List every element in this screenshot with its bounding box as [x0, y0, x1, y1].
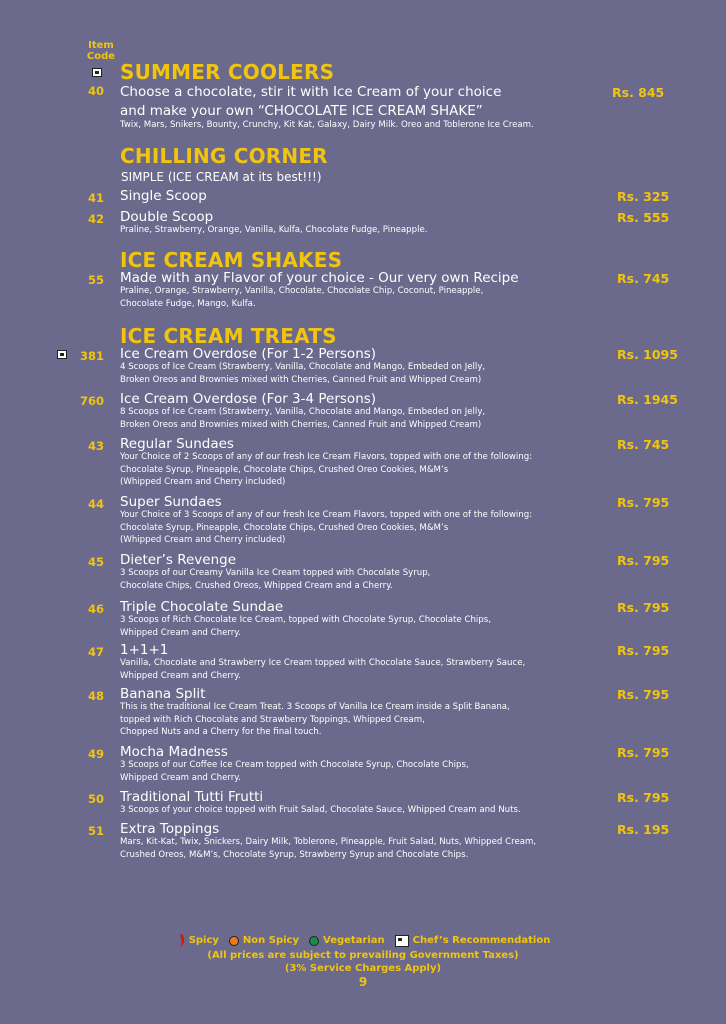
page-number: 9 — [358, 975, 368, 989]
item-code: 50 — [87, 792, 104, 806]
desc-line: Whipped Cream and Cherry. — [120, 670, 241, 681]
desc-line: Chocolate Chips, Crushed Oreos, Whipped Cream and a Cherry. — [120, 580, 393, 591]
desc-line: 3 Scoops of our Coffee Ice Cream topped with Chocolate Syrup, Chocolate Chips, — [120, 760, 469, 770]
legend — [0, 934, 726, 989]
section-subtitle: SIMPLE (ICE CREAM at its best!!!) — [121, 170, 322, 184]
desc-line: 3 Scoops of Rich Chocolate Ice Cream, topped with Chocolate Syrup, Chocolate Chips, — [120, 615, 491, 625]
item-code: 55 — [87, 273, 104, 287]
item-name: Ice Cream Overdose (For 1-2 Persons) — [120, 346, 377, 362]
item-description — [120, 836, 600, 861]
item-description — [120, 657, 600, 682]
desc-line: (Whipped Cream and Cherry included) — [120, 477, 286, 488]
desc-line: 3 Scoops of our Creamy Vanilla Ice Cream topped with Chocolate Syrup, — [120, 568, 431, 578]
legend-non-spicy — [229, 934, 299, 947]
legend-vegetarian — [309, 934, 385, 947]
legend-chef — [395, 934, 551, 947]
desc-line: topped with Rich Chocolate and Strawberry Toppings, Whipped Cream, — [120, 714, 425, 725]
desc-line: 4 Scoops of Ice Cream (Strawberry, Vanilla, Chocolate and Mango, Embeded on Jelly, — [120, 362, 486, 372]
desc-line: Chopped Nuts and a Cherry for the final touch. — [120, 727, 322, 738]
desc-line: 3 Scoops of your choice topped with Fruit Salad, Chocolate Sauce, Whipped Cream and Nuts. — [120, 805, 521, 815]
item-description — [120, 285, 580, 310]
desc-line: Chocolate Syrup, Pineapple, Chocolate Chips, Crushed Oreo Cookies, M&M’s — [120, 464, 449, 475]
item-name: Dieter’s Revenge — [120, 552, 237, 568]
item-price: Rs. 1945 — [617, 392, 678, 407]
item-name: Ice Cream Overdose (For 3-4 Persons) — [120, 391, 377, 407]
item-price: Rs. 795 — [617, 790, 670, 805]
desc-line: Whipped Cream and Cherry. — [120, 772, 241, 783]
desc-line: Chocolate Fudge, Mango, Kulfa. — [120, 298, 256, 309]
item-code: 48 — [87, 689, 104, 703]
item-name: Made with any Flavor of your choice - Our very own Recipe — [120, 270, 519, 286]
item-description — [120, 804, 600, 817]
item-description — [120, 509, 600, 547]
section-title-ice-cream-shakes: ICE CREAM SHAKES — [120, 248, 343, 272]
tax-note: (All prices are subject to prevailing Government Taxes) — [207, 950, 519, 961]
desc-line: Whipped Cream and Cherry. — [120, 627, 241, 638]
green-dot-icon — [309, 936, 319, 946]
item-price: Rs. 1095 — [617, 347, 678, 362]
item-name: Regular Sundaes — [120, 436, 234, 452]
section-title-summer-coolers: SUMMER COOLERS — [120, 60, 335, 84]
item-name: Banana Split — [120, 686, 206, 702]
item-description — [120, 567, 600, 592]
item-code: 45 — [87, 555, 104, 569]
legend-label: Non Spicy — [242, 935, 299, 946]
item-code: 42 — [87, 212, 104, 226]
item-code: 760 — [79, 394, 104, 408]
item-description — [120, 406, 600, 431]
item-description — [120, 701, 600, 739]
item-description — [120, 361, 600, 386]
legend-label: Chef’s Recommendation — [412, 935, 551, 946]
item-name: 1+1+1 — [120, 642, 169, 658]
service-charge-note: (3% Service Charges Apply) — [284, 963, 442, 974]
item-price: Rs. 795 — [617, 687, 670, 702]
desc-line: Your Choice of 2 Scoops of any of our fresh Ice Cream Flavors, topped with one of the following: — [120, 452, 533, 462]
desc-line: Broken Oreos and Brownies mixed with Cherries, Canned Fruit and Whipped Cream) — [120, 419, 482, 430]
item-price: Rs. 795 — [617, 600, 670, 615]
item-price: Rs. 845 — [612, 85, 665, 100]
desc-line: Chocolate Syrup, Pineapple, Chocolate Chips, Crushed Oreo Cookies, M&M’s — [120, 522, 449, 533]
item-name: Double Scoop — [120, 209, 214, 225]
item-code: 44 — [87, 497, 104, 511]
item-name: Mocha Madness — [120, 744, 228, 760]
item-price: Rs. 795 — [617, 553, 670, 568]
item-code: 49 — [87, 747, 104, 761]
item-name-cont: and make your own “CHOCOLATE ICE CREAM SHAKE” — [120, 103, 483, 119]
chef-recommendation-icon — [92, 68, 102, 77]
section-title-chilling-corner: CHILLING CORNER — [120, 144, 328, 168]
item-code-header: Item Code — [86, 40, 116, 62]
item-code: 51 — [87, 824, 104, 838]
desc-line: (Whipped Cream and Cherry included) — [120, 535, 286, 546]
item-description — [120, 451, 600, 489]
item-code: 46 — [87, 602, 104, 616]
chef-hat-icon — [395, 935, 409, 947]
desc-line: Praline, Orange, Strawberry, Vanilla, Chocolate, Chocolate Chip, Coconut, Pineapple, — [120, 286, 484, 296]
item-price: Rs. 745 — [617, 271, 670, 286]
item-name: Traditional Tutti Frutti — [120, 789, 264, 805]
item-code: 43 — [87, 439, 104, 453]
chili-icon — [174, 933, 187, 947]
item-name: Extra Toppings — [120, 821, 220, 837]
item-name: Super Sundaes — [120, 494, 222, 510]
item-code: 40 — [87, 84, 104, 98]
legend-row — [0, 934, 726, 947]
item-price: Rs. 325 — [617, 189, 670, 204]
item-price: Rs. 795 — [617, 643, 670, 658]
desc-line: This is the traditional Ice Cream Treat. 3 Scoops of Vanilla Ice Cream inside a Split Banana, — [120, 702, 510, 712]
item-price: Rs. 195 — [617, 822, 670, 837]
desc-line: 8 Scoops of Ice Cream (Strawberry, Vanilla, Chocolate and Mango, Embeded on Jelly, — [120, 407, 486, 417]
item-price: Rs. 745 — [617, 437, 670, 452]
legend-label: Spicy — [188, 935, 219, 946]
item-price: Rs. 795 — [617, 745, 670, 760]
legend-spicy — [176, 934, 219, 947]
item-description: Praline, Strawberry, Orange, Vanilla, Kulfa, Chocolate Fudge, Pineapple. — [120, 225, 428, 235]
item-description — [120, 614, 600, 639]
item-name: Single Scoop — [120, 188, 207, 204]
item-name: Choose a chocolate, stir it with Ice Cream of your choice — [120, 84, 502, 100]
item-description: Twix, Mars, Snikers, Bounty, Crunchy, Kit Kat, Galaxy, Dairy Milk. Oreo and Toblerone Ice Cream. — [120, 120, 534, 130]
item-description — [120, 759, 600, 784]
orange-dot-icon — [229, 936, 239, 946]
item-price: Rs. 555 — [617, 210, 670, 225]
legend-label: Vegetarian — [323, 935, 385, 946]
item-code: 381 — [79, 349, 104, 363]
item-name: Triple Chocolate Sundae — [120, 599, 284, 615]
item-code: 47 — [87, 645, 104, 659]
desc-line: Your Choice of 3 Scoops of any of our fresh Ice Cream Flavors, topped with one of the following: — [120, 510, 533, 520]
item-code: 41 — [87, 191, 104, 205]
section-title-ice-cream-treats: ICE CREAM TREATS — [120, 324, 337, 348]
desc-line: Broken Oreos and Brownies mixed with Cherries, Canned Fruit and Whipped Cream) — [120, 374, 482, 385]
desc-line: Vanilla, Chocolate and Strawberry Ice Cream topped with Chocolate Sauce, Strawberry Sauce, — [120, 658, 526, 668]
desc-line: Crushed Oreos, M&M’s, Chocolate Syrup, Strawberry Syrup and Chocolate Chips. — [120, 849, 469, 860]
item-price: Rs. 795 — [617, 495, 670, 510]
desc-line: Mars, Kit-Kat, Twix, Snickers, Dairy Milk, Toblerone, Pineapple, Fruit Salad, Nuts, Whipped Cream, — [120, 837, 537, 847]
